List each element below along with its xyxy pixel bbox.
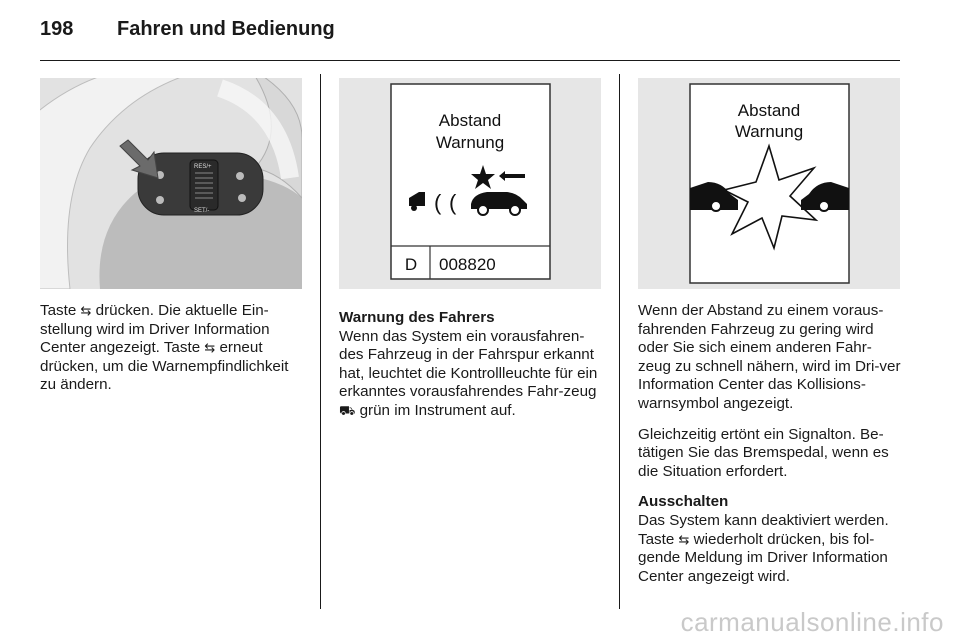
vehicle-ahead-indicator-icon: ⛟ xyxy=(339,402,356,418)
section-heading-driver-warning: Warnung des Fahrers xyxy=(339,309,495,326)
chapter-title: Fahren und Bedienung xyxy=(117,18,335,40)
paragraph-sensitivity: Taste ⇆ drücken. Die aktuelle Ein-stellung wird im Driver Information Center angezeigt. Taste ⇆ erneut drücken, um die Warnempfindlichkeit zu ändern. xyxy=(40,302,289,394)
paragraph-deactivate: Das System kann deaktiviert werden. Taste ⇆ wiederholt drücken, bis fol-gende Meldung im Driver Information Center angezeigt wird. xyxy=(638,511,889,585)
paragraph-driver-warning: Wenn das System ein vorausfahren-des Fahrzeug in der Fahrspur erkannt hat, leuchtet die Kontrollleuchte für ein erkanntes vorausfahrendes Fahr-zeug ⛟ grün im Instrument auf. xyxy=(339,327,598,419)
column-1-text xyxy=(40,302,306,407)
warning-title-line1: Abstand xyxy=(438,111,502,130)
distance-button-icon: ⇆ xyxy=(204,340,216,356)
column-2-text xyxy=(339,309,605,433)
collision-warning-display-figure xyxy=(638,78,900,289)
distance-button-icon: ⇆ xyxy=(80,303,92,318)
distance-warning-display-figure xyxy=(339,78,601,289)
collision-title-line1: Abstand xyxy=(737,101,801,120)
collision-title-line2: Warnung xyxy=(734,122,804,141)
page-header xyxy=(40,18,335,48)
steering-wheel-figure xyxy=(40,78,302,289)
paragraph-signal-tone: Gleichzeitig ertönt ein Signalton. Be-tätigen Sie das Bremspedal, wenn es die Situation erfordert. xyxy=(638,425,889,480)
code-number: 008820 xyxy=(439,255,496,274)
watermark: carmanualsonline.info xyxy=(680,607,944,637)
column-3-text xyxy=(638,302,904,598)
header-rule xyxy=(40,60,900,61)
section-heading-deactivate: Ausschalten xyxy=(638,493,729,511)
svg-text:(: ( xyxy=(449,190,457,215)
column-divider-2 xyxy=(619,74,620,609)
column-divider-1 xyxy=(320,74,321,609)
distance-button-icon: ⇆ xyxy=(678,531,690,547)
code-letter: D xyxy=(404,255,418,274)
page-number: 198 xyxy=(40,18,74,40)
warning-title-line2: Warnung xyxy=(435,133,505,152)
svg-text:(: ( xyxy=(434,190,442,215)
res-label: RES/+ xyxy=(194,164,212,170)
paragraph-collision-symbol: Wenn der Abstand zu einem voraus-fahrenden Fahrzeug zu gering wird oder Sie sich einem anderen Fahr-zeug zu schnell nähern, wird im Dri-ver Information Center das Kollisions-warnsymbol angezeigt. xyxy=(638,302,901,412)
set-label: SET/- xyxy=(194,208,210,214)
